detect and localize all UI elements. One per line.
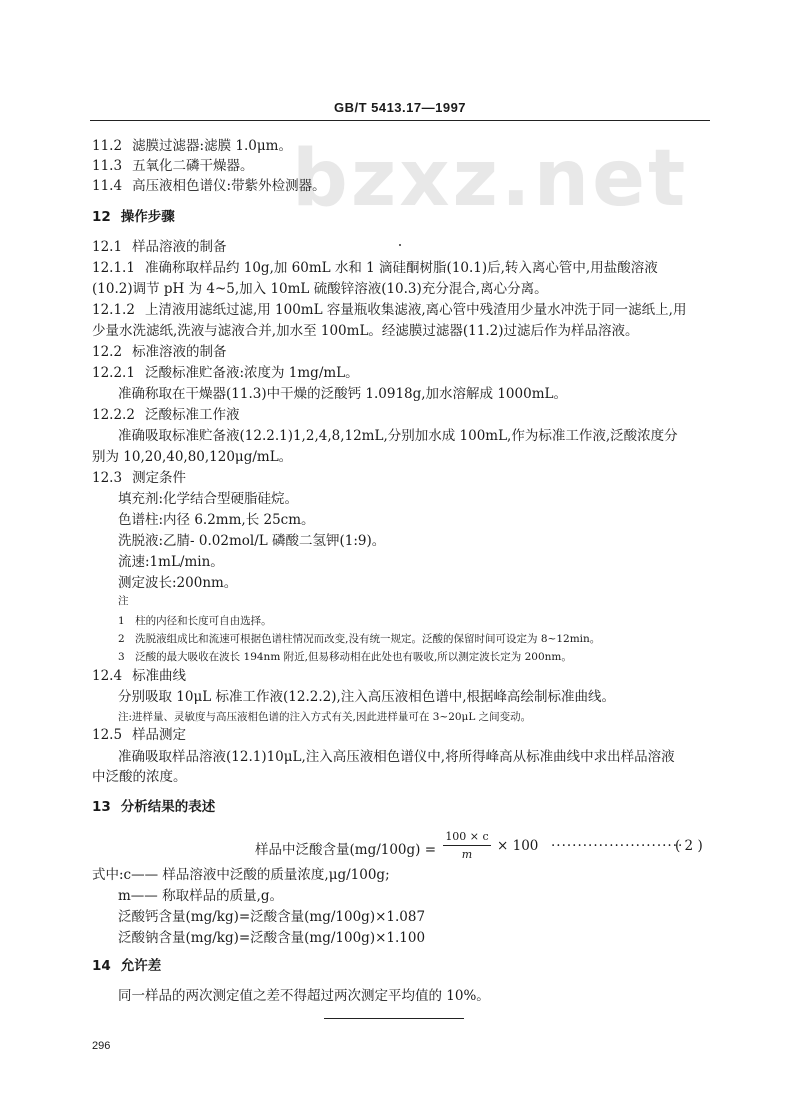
condition-filler: 填充剂:化学结合型硬脂硅烷。 [118, 491, 299, 507]
condition-column: 色谱柱:内径 6.2mm,长 25cm。 [118, 512, 315, 528]
section-12-2-heading: 12.2 标准溶液的制备 [92, 344, 227, 360]
para-14: 同一样品的两次测定值之差不得超过两次测定平均值的 10%。 [118, 988, 490, 1004]
page-header: GB/T 5413.17—1997 [333, 100, 467, 115]
section-13-heading: 13 分析结果的表述 [92, 799, 216, 815]
note-1: 1 柱的内径和长度可自由选择。 [118, 615, 272, 627]
calcium-pantothenate-formula: 泛酸钙含量(mg/kg)=泛酸含量(mg/100g)×1.087 [118, 909, 426, 925]
note-label: 注 [118, 595, 129, 607]
formula-fraction [443, 830, 491, 861]
note-2: 2 洗脱液组成比和流速可根据色谱柱情况而改变,没有统一规定。泛酸的保留时间可设定为 8~12min。 [118, 633, 601, 645]
note-3: 3 泛酸的最大吸收在波长 194nm 附近,但易移动相在此处也有吸收,所以测定波长定为 200nm。 [118, 651, 572, 663]
para-12-2-2-heading: 12.2.2 泛酸标准工作液 [92, 407, 240, 423]
page-number: 296 [92, 1040, 111, 1052]
section-12-1-heading: 12.1 样品溶液的制备 [92, 239, 227, 255]
speck [399, 244, 401, 246]
para-12-1-1-line2: (10.2)调节 pH 为 4~5,加入 10mL 硫酸锌溶液(10.3)充分混合,离心分离。 [92, 281, 548, 297]
para-12-2-2-line2: 别为 10,20,40,80,120μg/mL。 [92, 449, 293, 465]
item-11-2: 11.2 滤膜过滤器:滤膜 1.0μm。 [92, 138, 292, 154]
section-12-4-heading: 12.4 标准曲线 [92, 668, 187, 684]
section-12-5-heading: 12.5 样品测定 [92, 727, 187, 743]
formula-numerator: 100 × c [445, 830, 489, 843]
section-12-3-heading: 12.3 测定条件 [92, 470, 187, 486]
section-12-heading: 12 操作步骤 [92, 209, 175, 225]
formula-multiplier: × 100 [497, 838, 539, 854]
end-rule [324, 1018, 464, 1019]
where-c: 式中:c—— 样品溶液中泛酸的质量浓度,μg/100g; [92, 867, 390, 883]
formula-number: ( 2 ) [675, 838, 703, 854]
condition-eluent: 洗脱液:乙腈- 0.02mol/L 磷酸二氢钾(1:9)。 [118, 533, 386, 549]
para-12-1-1-line1: 12.1.1 准确称取样品约 10g,加 60mL 水和 1 滴硅酮树脂(10.1)后,转入离心管中,用盐酸溶液 [92, 260, 658, 276]
condition-flow: 流速:1mL/min。 [118, 554, 224, 570]
para-12-1-2-line2: 少量水洗滤纸,洗液与滤液合并,加水至 100mL。经滤膜过滤器(11.2)过滤后作为样品溶液。 [92, 323, 639, 339]
watermark: bzxz.net [292, 134, 689, 224]
item-11-3: 11.3 五氧化二磷干燥器。 [92, 158, 254, 174]
formula-lhs: 样品中泛酸含量(mg/100g) = [255, 842, 437, 858]
para-12-2-1-line2: 准确称取在干燥器(11.3)中干燥的泛酸钙 1.0918g,加水溶解成 1000mL。 [118, 386, 567, 402]
formula-2 [255, 830, 705, 862]
section-14-heading: 14 允许差 [92, 958, 162, 974]
para-12-5-line1: 准确吸取样品溶液(12.1)10μL,注入高压液相色谱仪中,将所得峰高从标准曲线中求出样品溶液 [118, 749, 675, 765]
where-m: m—— 称取样品的质量,g。 [118, 888, 284, 904]
item-11-4: 11.4 高压液相色谱仪:带紫外检测器。 [92, 178, 326, 194]
header-rule [90, 120, 710, 121]
formula-leader: ························· [551, 838, 684, 854]
condition-wavelength: 测定波长:200nm。 [118, 575, 238, 591]
note-12-4: 注:进样量、灵敏度与高压液相色谱的注入方式有关,因此进样量可在 3~20μL 之间变动。 [118, 711, 532, 723]
para-12-1-2-line1: 12.1.2 上清液用滤纸过滤,用 100mL 容量瓶收集滤液,离心管中残渣用少量水冲洗于同一滤纸上,用 [92, 302, 687, 318]
para-12-2-1-line1: 12.2.1 泛酸标准贮备液:浓度为 1mg/mL。 [92, 365, 359, 381]
para-12-5-line2: 中泛酸的浓度。 [92, 769, 187, 785]
fraction-bar [443, 845, 491, 846]
formula-denominator: m [461, 848, 473, 861]
sodium-pantothenate-formula: 泛酸钠含量(mg/kg)=泛酸含量(mg/100g)×1.100 [118, 930, 426, 946]
para-12-4: 分别吸取 10μL 标准工作液(12.2.2),注入高压液相色谱中,根据峰高绘制标准曲线。 [118, 689, 616, 705]
para-12-2-2-line1: 准确吸取标准贮备液(12.2.1)1,2,4,8,12mL,分别加水成 100mL,作为标准工作液,泛酸浓度分 [118, 428, 678, 444]
